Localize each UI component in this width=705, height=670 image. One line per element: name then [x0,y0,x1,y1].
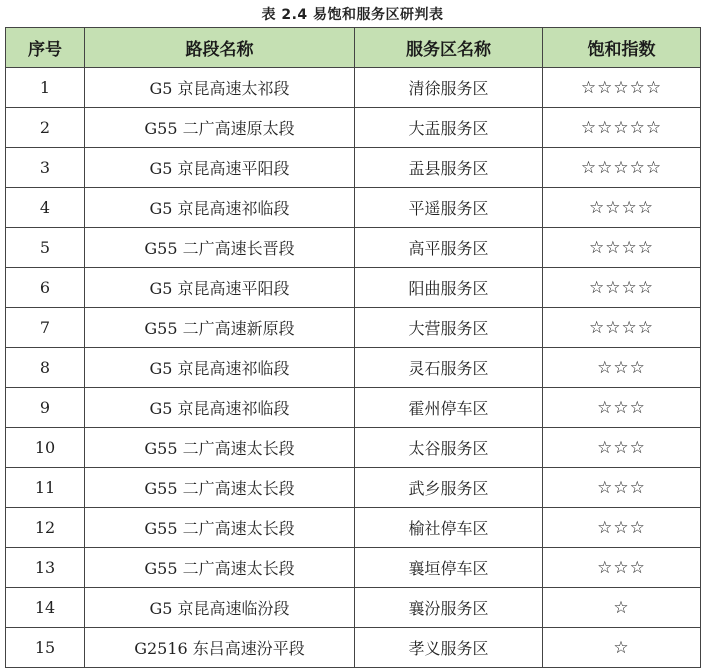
table-row [6,428,701,468]
cell-service-area: 高平服务区 [355,228,543,268]
cell-road: G5 京昆高速祁临段 [85,388,355,428]
cell-service-area: 大盂服务区 [355,108,543,148]
cell-saturation-stars: ☆ [543,628,701,668]
cell-no: 12 [6,508,85,548]
cell-road: G55 二广高速太长段 [85,548,355,588]
table-row [6,68,701,108]
table-row [6,148,701,188]
table-row [6,468,701,508]
cell-no: 11 [6,468,85,508]
header-no: 序号 [6,28,85,68]
cell-service-area: 襄垣停车区 [355,548,543,588]
cell-no: 3 [6,148,85,188]
cell-saturation-stars: ☆☆☆ [543,388,701,428]
table-row [6,308,701,348]
cell-road: G5 京昆高速祁临段 [85,188,355,228]
cell-road: G55 二广高速太长段 [85,468,355,508]
cell-service-area: 霍州停车区 [355,388,543,428]
cell-service-area: 襄汾服务区 [355,588,543,628]
cell-saturation-stars: ☆☆☆ [543,348,701,388]
cell-no: 13 [6,548,85,588]
cell-service-area: 平遥服务区 [355,188,543,228]
cell-saturation-stars: ☆☆☆ [543,428,701,468]
table-row [6,388,701,428]
table-row [6,508,701,548]
cell-road: G55 二广高速原太段 [85,108,355,148]
cell-road: G55 二广高速新原段 [85,308,355,348]
cell-road: G5 京昆高速太祁段 [85,68,355,108]
cell-no: 5 [6,228,85,268]
table-row [6,188,701,228]
table-row [6,348,701,388]
cell-saturation-stars: ☆☆☆☆☆ [543,108,701,148]
table-caption: 表 2.4 易饱和服务区研判表 [261,7,444,23]
cell-road: G5 京昆高速临汾段 [85,588,355,628]
table-row [6,228,701,268]
header-road: 路段名称 [85,28,355,68]
cell-saturation-stars: ☆☆☆☆☆ [543,148,701,188]
cell-road: G2516 东吕高速汾平段 [85,628,355,668]
cell-saturation-stars: ☆☆☆☆☆ [543,68,701,108]
cell-service-area: 大营服务区 [355,308,543,348]
table-row [6,628,701,668]
cell-no: 8 [6,348,85,388]
cell-service-area: 武乡服务区 [355,468,543,508]
header-service-area: 服务区名称 [355,28,543,68]
cell-saturation-stars: ☆☆☆ [543,548,701,588]
cell-no: 7 [6,308,85,348]
cell-road: G5 京昆高速平阳段 [85,148,355,188]
cell-service-area: 榆社停车区 [355,508,543,548]
cell-service-area: 阳曲服务区 [355,268,543,308]
cell-road: G55 二广高速太长段 [85,428,355,468]
saturation-table [5,27,701,668]
cell-road: G5 京昆高速平阳段 [85,268,355,308]
cell-no: 6 [6,268,85,308]
cell-saturation-stars: ☆☆☆ [543,508,701,548]
cell-service-area: 灵石服务区 [355,348,543,388]
cell-saturation-stars: ☆ [543,588,701,628]
table-row [6,588,701,628]
cell-service-area: 清徐服务区 [355,68,543,108]
cell-no: 10 [6,428,85,468]
cell-no: 14 [6,588,85,628]
cell-saturation-stars: ☆☆☆☆ [543,228,701,268]
cell-no: 1 [6,68,85,108]
cell-saturation-stars: ☆☆☆ [543,468,701,508]
cell-road: G55 二广高速长晋段 [85,228,355,268]
cell-no: 15 [6,628,85,668]
table-row [6,548,701,588]
cell-saturation-stars: ☆☆☆☆ [543,308,701,348]
cell-road: G55 二广高速太长段 [85,508,355,548]
cell-saturation-stars: ☆☆☆☆ [543,188,701,228]
table-row [6,108,701,148]
cell-service-area: 盂县服务区 [355,148,543,188]
cell-no: 2 [6,108,85,148]
cell-saturation-stars: ☆☆☆☆ [543,268,701,308]
table-row [6,268,701,308]
cell-no: 9 [6,388,85,428]
header-row [6,28,701,68]
header-saturation-index: 饱和指数 [543,28,701,68]
cell-service-area: 太谷服务区 [355,428,543,468]
cell-road: G5 京昆高速祁临段 [85,348,355,388]
cell-no: 4 [6,188,85,228]
cell-service-area: 孝义服务区 [355,628,543,668]
